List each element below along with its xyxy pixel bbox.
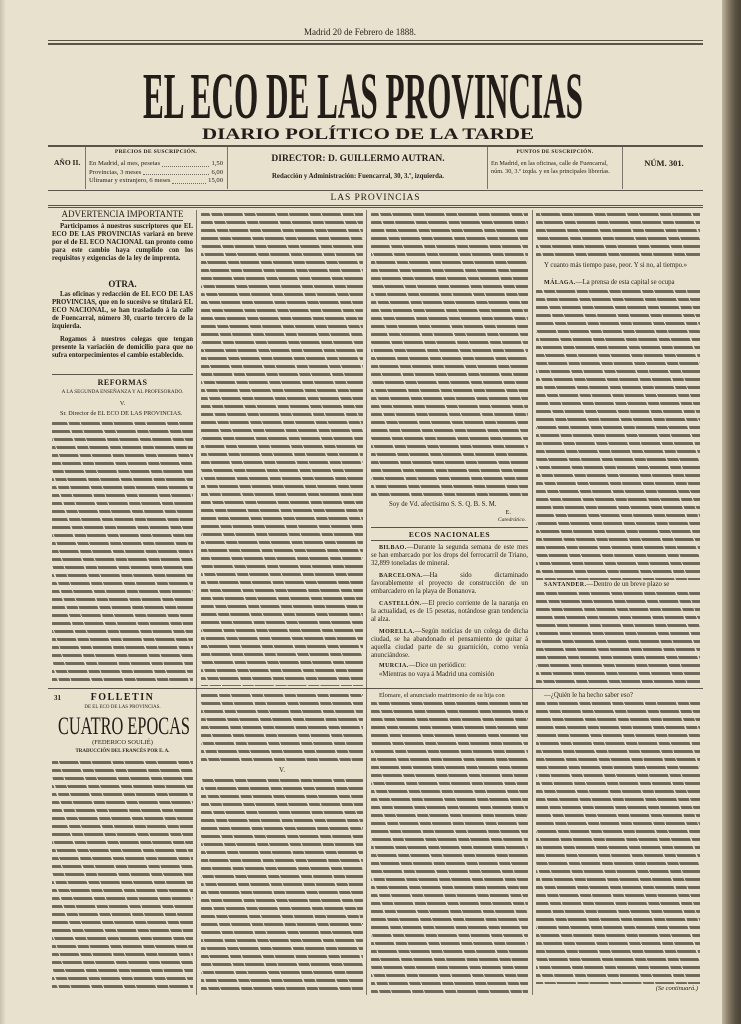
- news-place: MORELLA.: [379, 629, 415, 635]
- chapter-number: V.: [279, 766, 285, 774]
- price-row: [89, 177, 223, 186]
- novel-title-text: CUATRO EPOCAS: [58, 713, 190, 740]
- divider: [227, 147, 228, 189]
- news-quote: «Mientras no vaya á Madrid una comisión: [379, 671, 495, 678]
- divider: [85, 147, 86, 189]
- prices-title: PRECIOS DE SUSCRIPCIÓN.: [114, 149, 198, 155]
- body-text-block: [371, 700, 528, 993]
- news-place: MURCIA.: [379, 663, 409, 669]
- folletin-divider: [48, 688, 703, 689]
- date-line: Madrid 20 de Febrero de 1888.: [304, 27, 416, 37]
- column-rule: [196, 210, 197, 995]
- divider: [48, 145, 703, 147]
- news-place: BARCELONA.: [379, 573, 423, 579]
- divider: [371, 527, 528, 528]
- price-row: [89, 160, 223, 169]
- director-line: DIRECTOR: D. GUILLERMO AUTRAN.: [271, 154, 445, 164]
- news-text: —Según noticias de un colega de dicha ciudad, se ha abandonado el pensamiento de quitar á aquella ciudad parte de su guarnición, como venía anunciándose.: [371, 628, 528, 659]
- column-rule: [532, 210, 533, 995]
- body-text-block: [536, 590, 700, 686]
- masthead: [140, 60, 586, 133]
- divider: [48, 207, 703, 208]
- news-text: —Dice un periódico:: [408, 662, 467, 669]
- novel-author: (FEDERICO SOULIÉ): [92, 739, 153, 746]
- folletin-title: FOLLETIN: [90, 692, 155, 703]
- masthead-subtitle-text: DIARIO POLÍTICO DE LA TARDE: [202, 126, 456, 143]
- price-value: 6,00: [211, 168, 223, 176]
- divider: [48, 190, 703, 191]
- body-text-block: [536, 700, 700, 984]
- news-text: —El precio corriente de la naranja en la actualidad, es de 15 pesetas, notándose gran tendencia al alza.: [371, 600, 528, 623]
- points-title: PUNTOS DE SUSCRIPCIÓN.: [516, 149, 594, 155]
- notice-text: Participamos á nuestros suscriptores que EL ECO DE LAS PROVINCIAS variará en breve por el de EL ECO NACIONAL tan pronto como para este cambio haya cumplido con los requisitos y exigencias de la ley de imprenta.: [52, 223, 193, 262]
- reforms-title: REFORMAS: [97, 378, 148, 387]
- column-rule: [366, 210, 367, 995]
- dot-leader: [162, 166, 209, 167]
- body-text-block: [201, 777, 363, 993]
- news-section-title: ECOS NACIONALES: [408, 530, 491, 539]
- news-place: CASTELLÓN.: [379, 601, 422, 607]
- other-notice-title: OTRA.: [108, 279, 137, 289]
- folletin-text-start: Elomare, el anunciado matrimonio de su hija con: [379, 692, 505, 699]
- continued-note: (Se continuará.): [655, 985, 698, 992]
- other-notice-text: Las oficinas y redacción de EL ECO DE LAS PROVINCIAS, que en lo sucesivo se titulará EL ECO NACIONAL, se han trasladado á la calle de Fuencarral, número 30, cuarto tercero de la izquierda.: [52, 291, 193, 330]
- dot-leader: [143, 174, 209, 175]
- body-text-block: [52, 759, 193, 993]
- news-text: —La prensa de esta capital se ocupa: [575, 279, 675, 286]
- divider: [48, 43, 703, 45]
- body-text-block: [52, 420, 193, 686]
- news-item: [371, 628, 528, 661]
- body-text-block: [536, 211, 700, 261]
- folletin-dialogue-start: —¿Quién le ha hecho saber eso?: [544, 692, 633, 699]
- price-value: 15,00: [208, 177, 223, 184]
- body-text-block: [371, 211, 528, 499]
- news-text: —Ha sido dictaminado favorablemente el proyecto de construcción de un embarcadero en la playa de Bonanova.: [371, 572, 528, 595]
- reforms-subtitle: A LA SEGUNDA ENSEÑANZA Y AL PROFESORADO.: [61, 389, 184, 395]
- paragraph-end: Y cuanto más tiempo pase, peor. Y si no, al tiempo.»: [544, 262, 688, 269]
- body-text-block: [201, 692, 363, 764]
- news-place: BILBAO.: [379, 545, 407, 551]
- prices-list: [89, 160, 223, 186]
- divider: [487, 147, 488, 189]
- divider: [48, 205, 703, 206]
- dot-leader: [172, 183, 206, 184]
- price-value: 1,50: [211, 160, 223, 167]
- divider: [371, 540, 528, 541]
- divider: [52, 374, 193, 375]
- body-text-block: [536, 288, 700, 580]
- novel-title: [56, 711, 192, 738]
- scan-edge-right: [722, 0, 741, 1024]
- body-text-block: [201, 211, 363, 686]
- news-item-malaga: [536, 279, 700, 287]
- news-place: MÁLAGA.: [544, 280, 576, 286]
- divider: [622, 147, 623, 189]
- news-text: —Dentro de un breve plazo se: [586, 581, 670, 588]
- news-place: SANTANDER.: [544, 582, 587, 588]
- price-label: Provincias, 3 meses: [89, 168, 142, 176]
- scan-edge-left: [0, 0, 6, 1024]
- year-label: AÑO II.: [54, 158, 81, 167]
- divider: [62, 220, 183, 221]
- signoff-role: Catedrático.: [497, 517, 526, 523]
- notice-title: ADVERTENCIA IMPORTANTE: [61, 209, 184, 219]
- signoff-initial: E.: [505, 509, 511, 516]
- folletin-number: 31: [54, 694, 61, 702]
- masthead-subtitle: [200, 123, 536, 142]
- price-label: Ultramar y extranjero, 6 meses: [89, 177, 171, 184]
- folletin-source: DE EL ECO DE LAS PROVINCIAS.: [84, 705, 161, 710]
- other-notice-text: Rogamos á nuestros colegas que tengan presente la variación de domicilio para que no sufra entorpecimientos el cambio establecido.: [52, 336, 193, 359]
- section-title: LAS PROVINCIAS: [330, 193, 421, 203]
- reforms-number: V.: [119, 400, 126, 407]
- news-item: [371, 544, 528, 569]
- address-line: Redacción y Administración: Fuencarral, 30, 3.º, izquierda.: [272, 173, 444, 180]
- news-item: [371, 572, 528, 597]
- masthead-title: EL ECO DE LAS PROVINCIAS: [143, 60, 583, 133]
- news-item: [371, 662, 528, 670]
- price-row: [89, 169, 223, 178]
- novel-translation: TRADUCCIÓN DEL FRANCÉS POR E. A.: [75, 749, 170, 754]
- news-item: [371, 600, 528, 625]
- letter-signoff: Soy de Vd. afectísimo S. S. Q. B. S. M.: [389, 501, 497, 508]
- issue-number: NÚM. 301.: [644, 158, 684, 168]
- reforms-salutation: Sr. Director de EL ECO DE LAS PROVINCIAS.: [60, 410, 183, 417]
- price-label: En Madrid, al mes, pesetas: [89, 160, 161, 167]
- news-item-santander: [536, 581, 700, 589]
- points-text: En Madrid, en las oficinas, calle de Fuencarral, núm. 30, 3.º izqda. y en las principales librerías.: [491, 160, 610, 175]
- news-text: —Durante la segunda semana de este mes se han embarcado por los drops del ferrocarril de Triano, 32,899 toneladas de mineral.: [371, 544, 528, 567]
- divider: [48, 40, 703, 41]
